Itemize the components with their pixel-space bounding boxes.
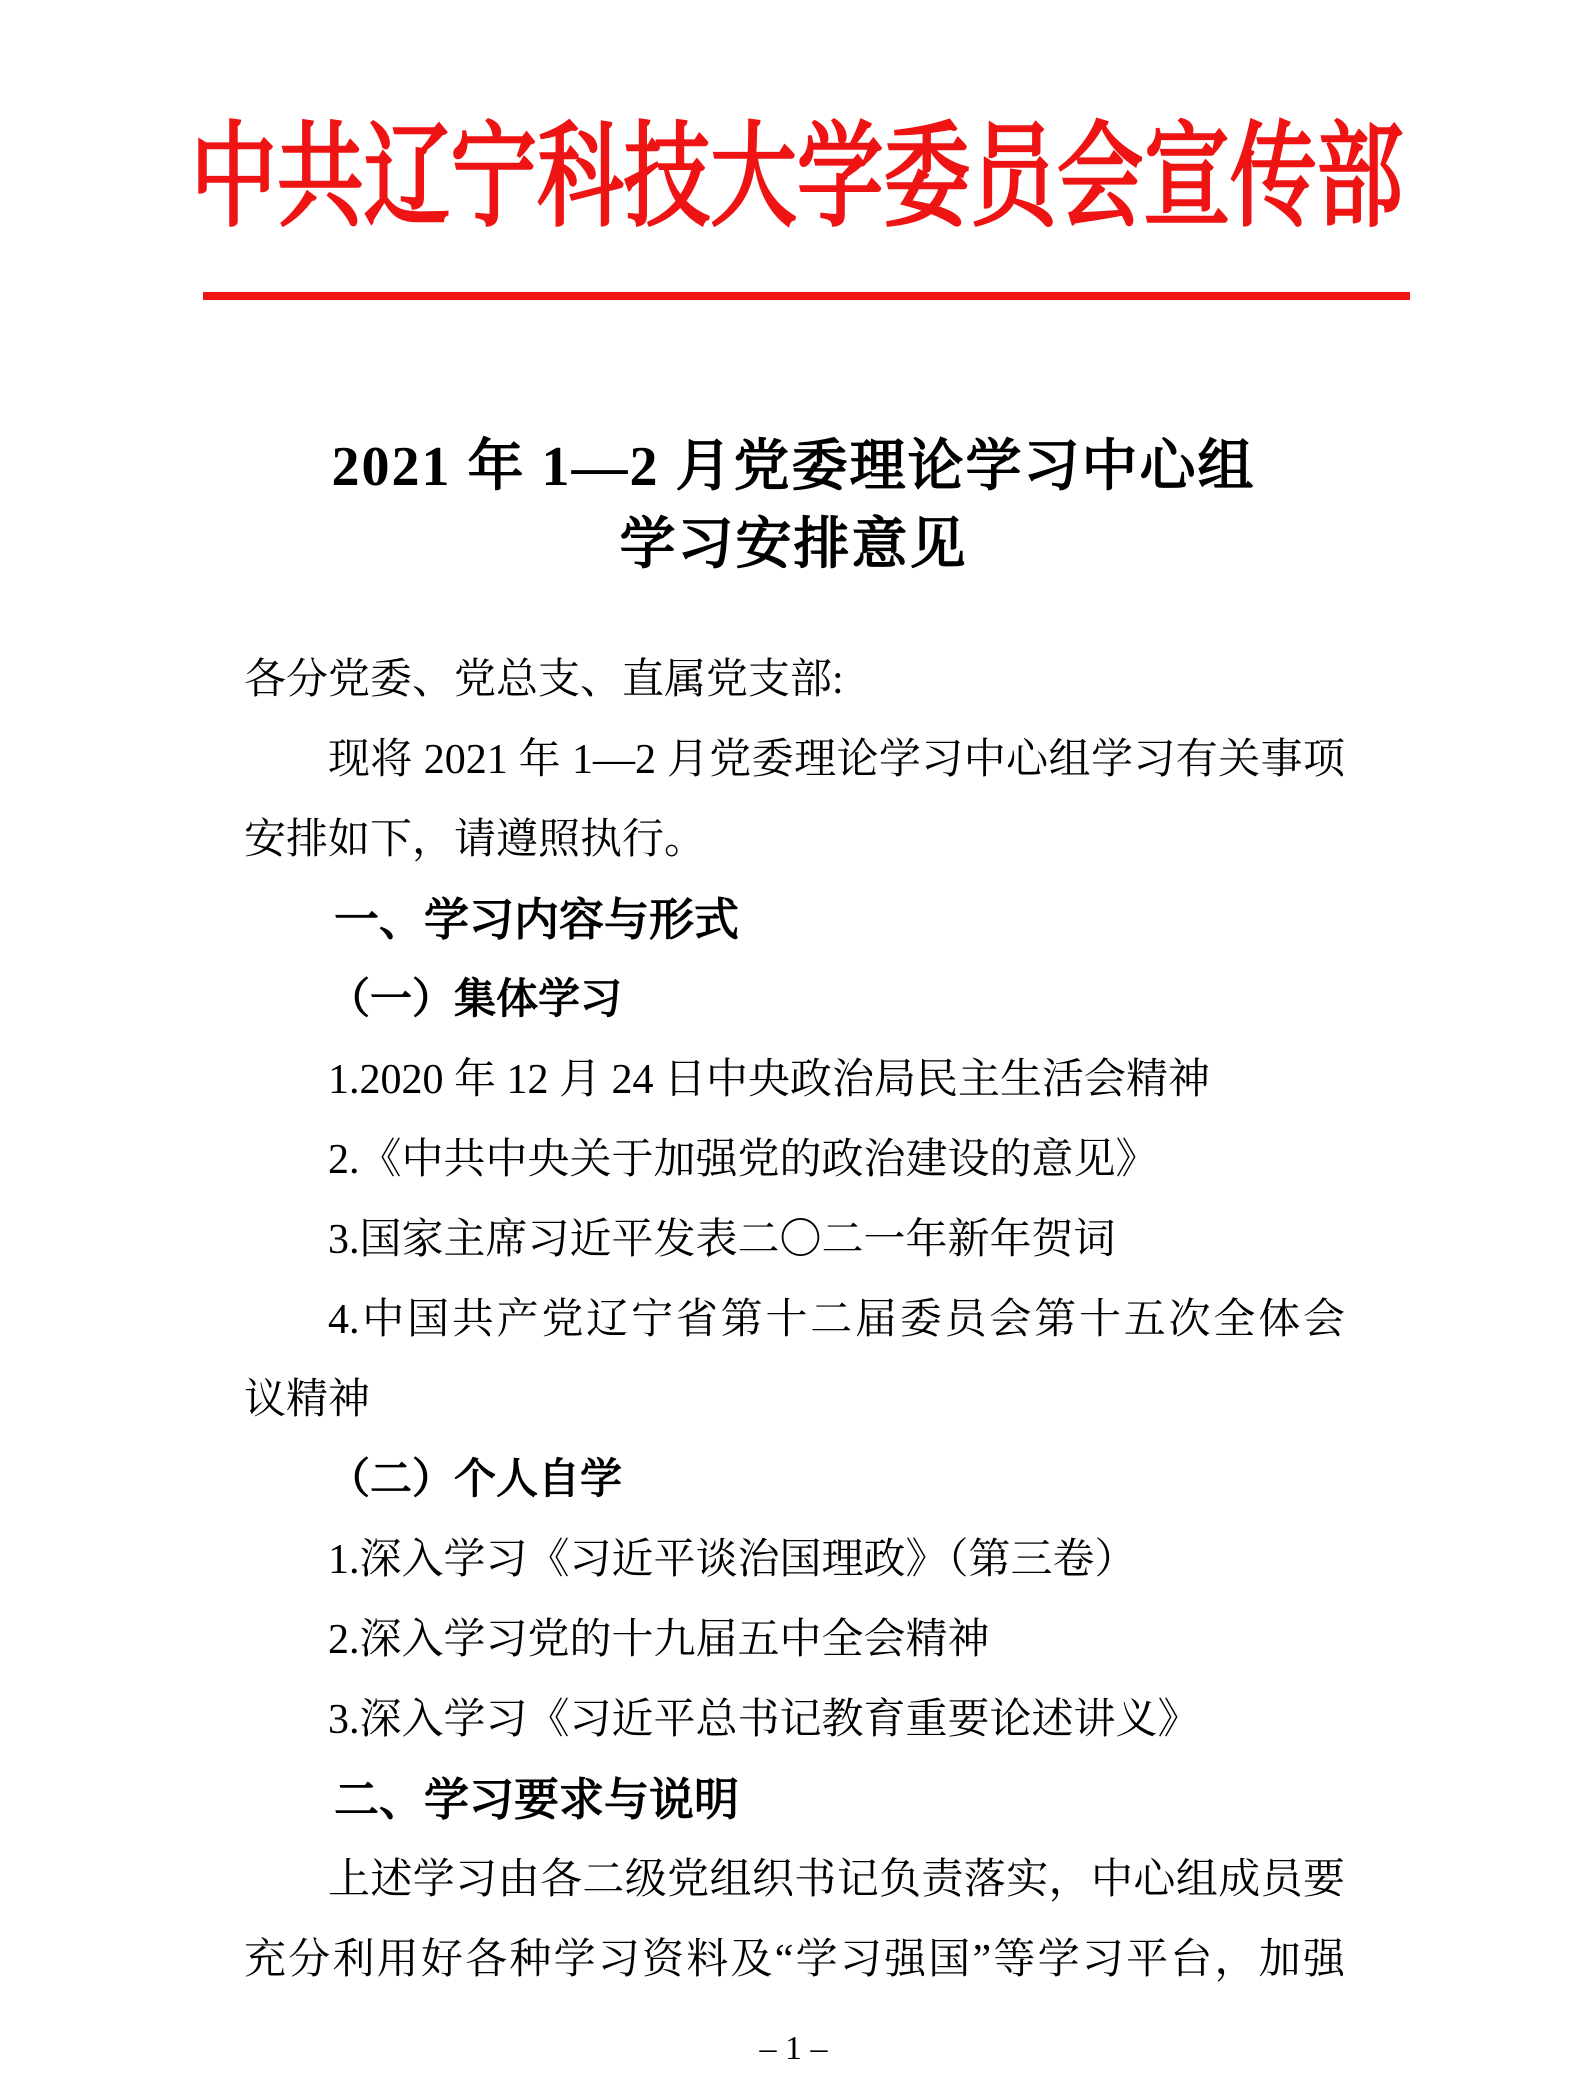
page-number: – 1 –: [759, 2030, 828, 2067]
body-line: 现将 2021 年 1—2 月党委理论学习中心组学习有关事项: [328, 737, 1345, 783]
body-line: 3.国家主席习近平发表二〇二一年新年贺词: [328, 1217, 1116, 1263]
body-line: 议精神: [244, 1377, 371, 1423]
body-line: 一、学习内容与形式: [334, 894, 740, 945]
body-line: 安排如下，请遵照执行。: [244, 817, 707, 863]
document-body: [244, 640, 1345, 2000]
body-line: 上述学习由各二级党组织书记负责落实，中心组成员要: [328, 1857, 1345, 1903]
body-line: 3.深入学习《习近平总书记教育重要论述讲义》: [328, 1697, 1200, 1743]
body-line: （二）个人自学: [328, 1457, 623, 1503]
body-line: 2.深入学习党的十九届五中全会精神: [328, 1617, 990, 1663]
letterhead-divider-line: [203, 292, 1410, 300]
body-line: 1.深入学习《习近平谈治国理政》（第三卷）: [328, 1537, 1137, 1583]
body-line: 各分党委、党总支、直属党支部:: [244, 657, 844, 703]
body-line: 二、学习要求与说明: [334, 1774, 740, 1825]
body-line: 1.2020 年 12 月 24 日中央政治局民主生活会精神: [328, 1057, 1211, 1103]
document-title-line2: 学习安排意见: [619, 514, 968, 576]
body-line: 4.中国共产党辽宁省第十二届委员会第十五次全体会: [328, 1297, 1345, 1343]
body-line: 充分利用好各种学习资料及“学习强国”等学习平台，加强: [244, 1937, 1345, 1983]
letterhead-org-name: 中共辽宁科技大学委员会宣传部: [190, 114, 1404, 241]
body-line: 2.《中共中央关于加强党的政治建设的意见》: [328, 1137, 1158, 1183]
document-title: [0, 428, 1587, 584]
body-line: （一）集体学习: [328, 977, 623, 1023]
document-title-line1: 2021 年 1—2 月党委理论学习中心组: [331, 436, 1256, 498]
